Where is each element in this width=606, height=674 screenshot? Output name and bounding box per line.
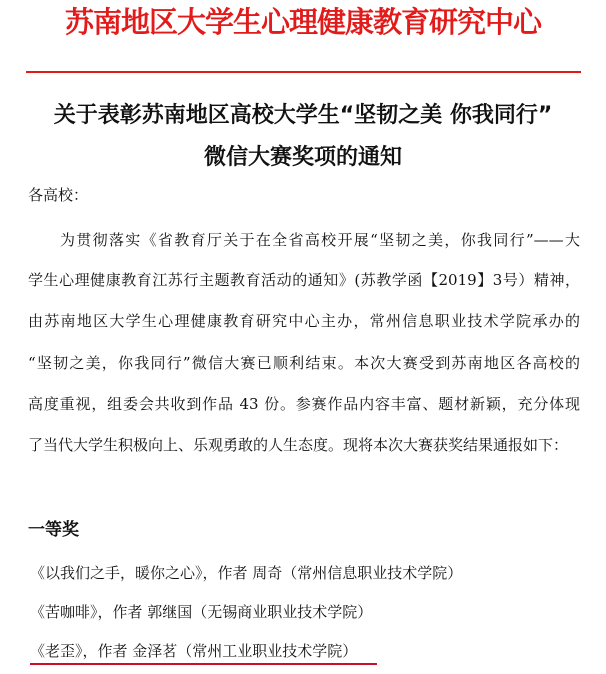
header-divider bbox=[26, 71, 581, 73]
body-paragraph-line: 由苏南地区大学生心理健康教育研究中心主办，常州信息职业技术学院承办的 bbox=[28, 312, 580, 330]
highlight-underline bbox=[30, 663, 377, 665]
notice-title-line-2: 微信大赛奖项的通知 bbox=[203, 145, 402, 170]
award-entry-highlighted: 《老歪》，作者 金泽茗（常州工业职业技术学院） bbox=[30, 642, 358, 660]
body-paragraph-line: “坚韧之美，你我同行”微信大赛已顺利结束。本次大赛受到苏南地区各高校的 bbox=[28, 354, 580, 372]
organization-header: 苏南地区大学生心理健康教育研究中心 bbox=[64, 5, 541, 39]
body-paragraph-line: 高度重视，组委会共收到作品 43 份。参赛作品内容丰富、题材新颖，充分体现 bbox=[28, 395, 580, 413]
salutation: 各高校： bbox=[28, 186, 89, 204]
first-prize-heading: 一等奖 bbox=[28, 520, 79, 540]
body-paragraph-line: 了当代大学生积极向上、乐观勇敢的人生态度。现将本次大赛获奖结果通报如下： bbox=[28, 436, 569, 454]
body-paragraph-line: 为贯彻落实《省教育厅关于在全省高校开展“坚韧之美，你我同行”——大 bbox=[60, 231, 580, 249]
body-paragraph-line: 学生心理健康教育江苏行主题教育活动的通知》(苏教学函【2019】3号）精神， bbox=[28, 271, 580, 289]
notice-title-line-1: 关于表彰苏南地区高校大学生“坚韧之美 你我同行” bbox=[53, 103, 553, 128]
award-entry: 《苦咖啡》，作者 郭继国（无锡商业职业技术学院） bbox=[30, 603, 373, 621]
award-entry: 《以我们之手，暖你之心》，作者 周奇（常州信息职业技术学院） bbox=[30, 564, 463, 582]
